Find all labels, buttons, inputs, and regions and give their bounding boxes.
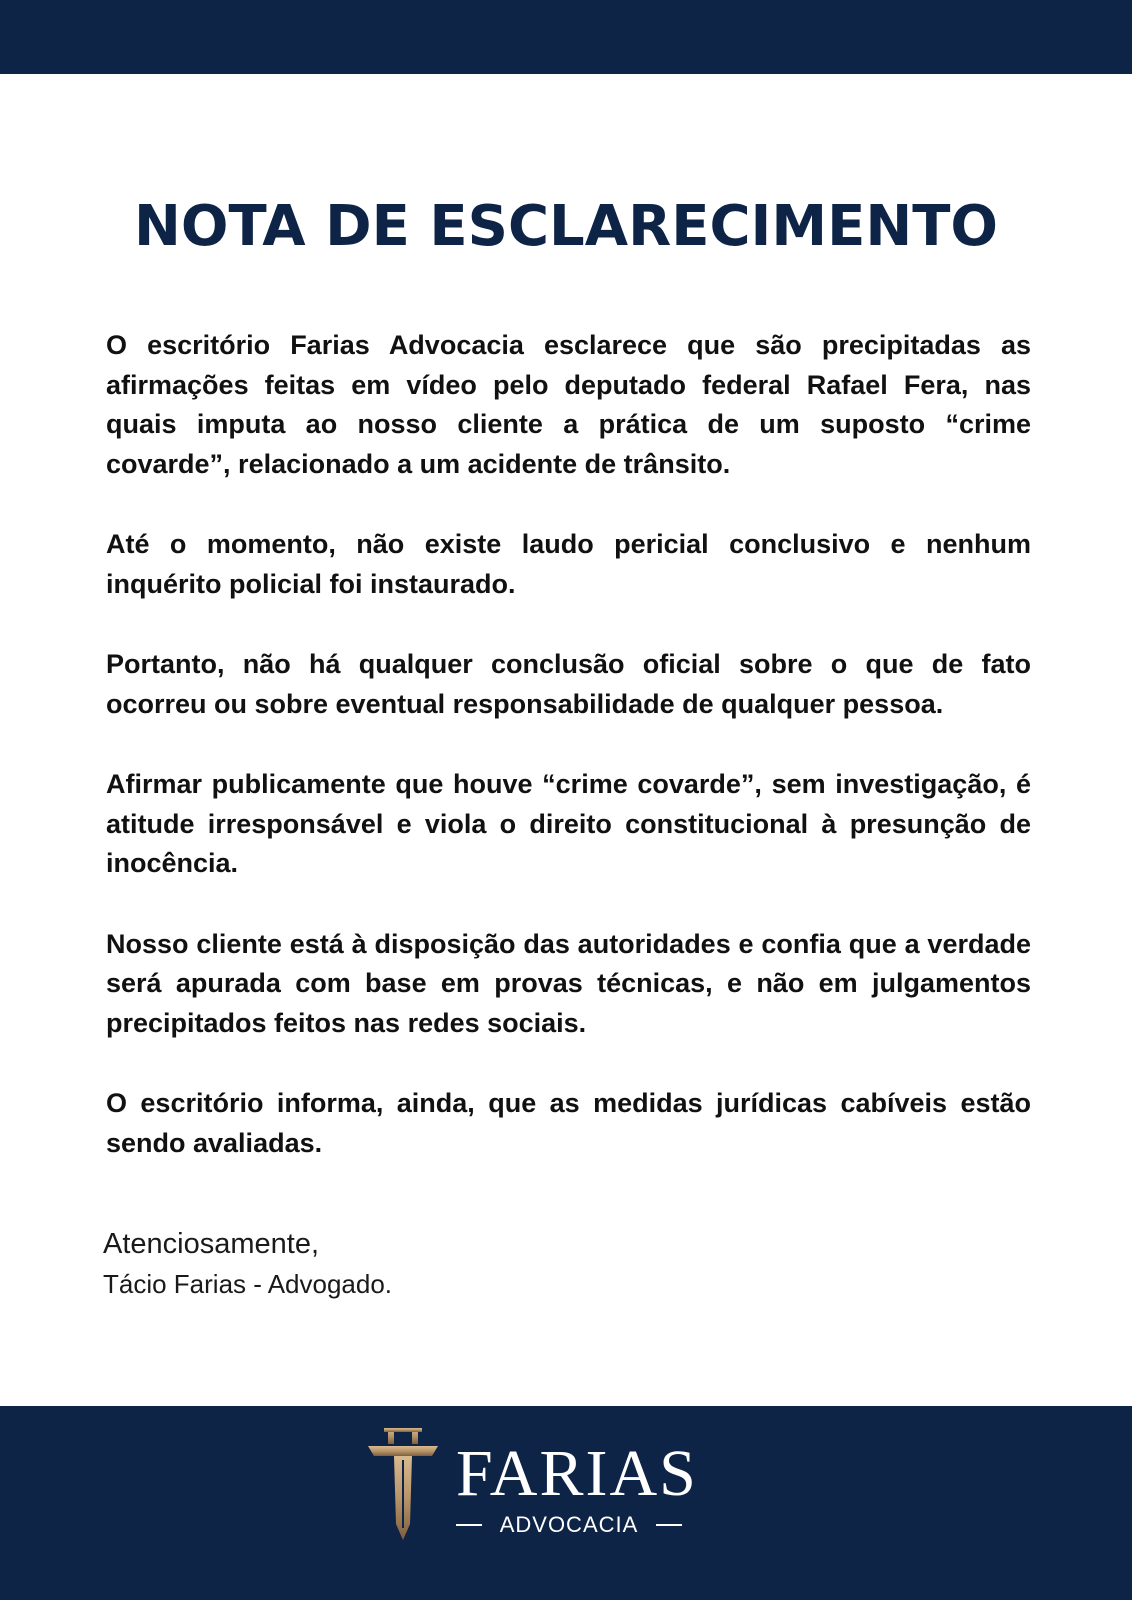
logo-wordmark: FARIAS xyxy=(456,1437,698,1510)
signature: Tácio Farias - Advogado. xyxy=(103,1269,393,1299)
closing-block xyxy=(103,1224,392,1304)
page-title: NOTA DE ESCLARECIMENTO xyxy=(133,194,999,259)
paragraph-2: Até o momento, não existe laudo pericial conclusivo e nenhum inquérito policial foi instaurado. xyxy=(106,529,1031,599)
subtitle-rule-right xyxy=(656,1524,682,1526)
paragraph-6: O escritório informa, ainda, que as medidas jurídicas cabíveis estão sendo avaliadas. xyxy=(106,1088,1031,1158)
pillar-sword-icon xyxy=(368,1428,438,1544)
paragraph-3: Portanto, não há qualquer conclusão oficial sobre o que de fato ocorreu ou sobre eventual responsabilidade de qualquer pessoa. xyxy=(106,649,1031,719)
paragraph-4: Afirmar publicamente que houve “crime covarde”, sem investigação, é atitude irresponsável e viola o direito constitucional à presunção de inocência. xyxy=(106,769,1031,878)
subtitle-rule-left xyxy=(456,1524,482,1526)
logo-subtitle-text: ADVOCACIA xyxy=(499,1512,639,1537)
statement-body xyxy=(106,326,1031,1163)
top-banner xyxy=(0,0,1132,74)
paragraph-1: O escritório Farias Advocacia esclarece que são precipitadas as afirmações feitas em vídeo pelo deputado federal Rafael Fera, nas quais imputa ao nosso cliente a prática de um suposto “crime covarde”, relacionado a um acidente de trânsito. xyxy=(106,330,1031,479)
paragraph-5: Nosso cliente está à disposição das autoridades e confia que a verdade será apurada com base em provas técnicas, e não em julgamentos precipitados feitos nas redes sociais. xyxy=(106,928,1031,1038)
logo-subtitle xyxy=(456,1512,682,1538)
closing-greeting: Atenciosamente, xyxy=(103,1228,320,1260)
